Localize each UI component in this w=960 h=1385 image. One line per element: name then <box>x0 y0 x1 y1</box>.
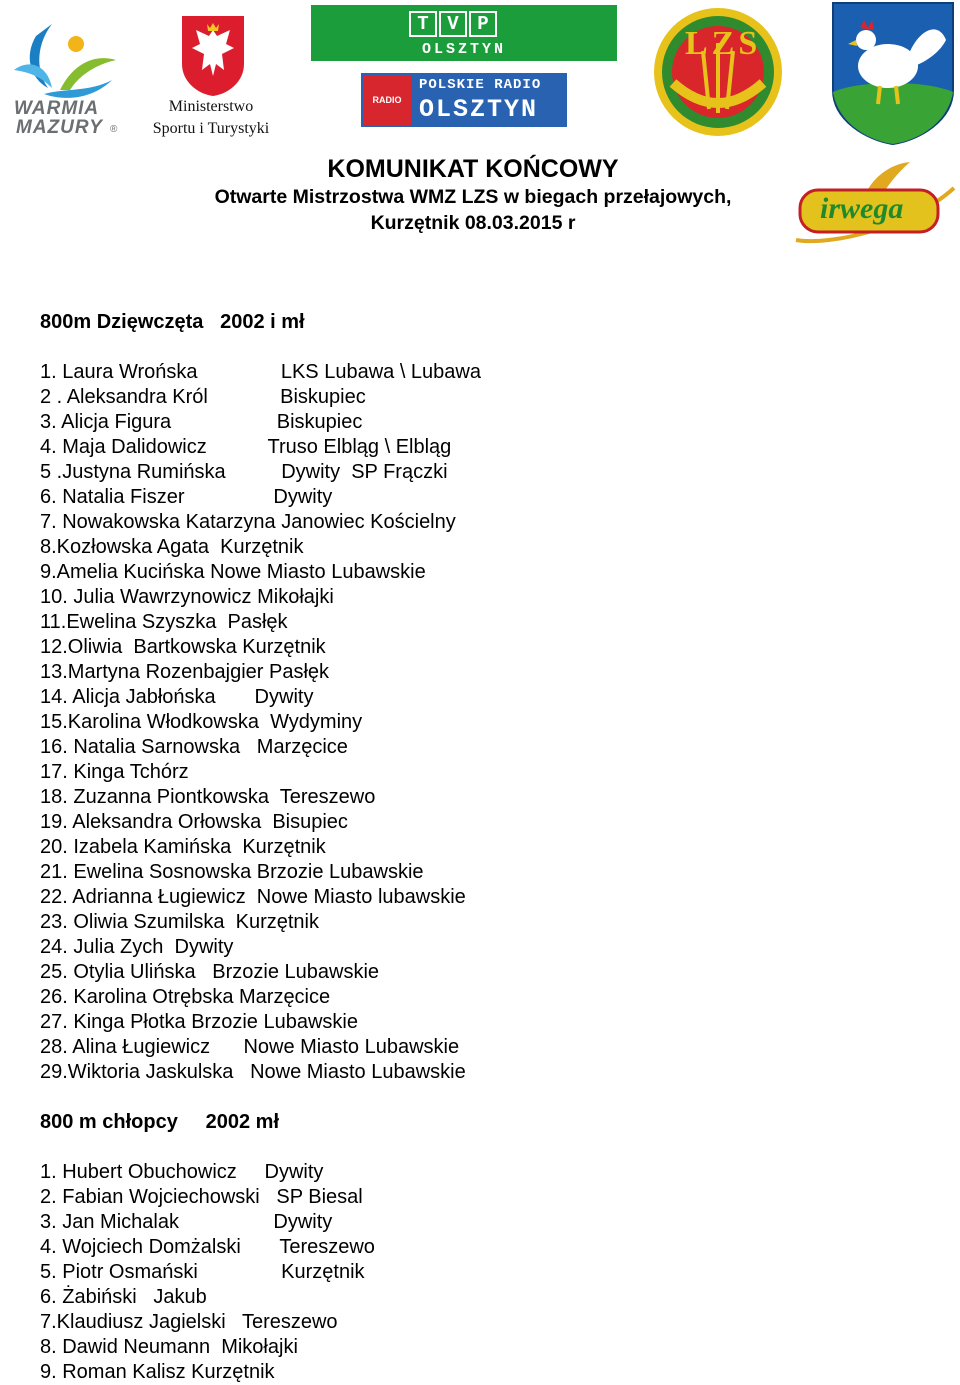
result-row: 11.Ewelina Szyszka Pasłęk <box>40 611 288 633</box>
document-header <box>0 154 960 236</box>
boys-results <box>40 1160 740 1385</box>
result-row: 5 .Justyna Rumińska Dywity SP Frączki <box>40 461 448 483</box>
result-row: 9. Roman Kalisz Kurzętnik <box>40 1361 275 1383</box>
result-row: 8. Dawid Neumann Mikołajki <box>40 1336 298 1358</box>
radio-badge: RADIO OLSZTYN <box>363 75 411 125</box>
result-row: 6. Żabiński Jakub <box>40 1286 207 1308</box>
result-row: 3. Alicja Figura Biskupiec <box>40 411 363 433</box>
result-row: 23. Oliwia Szumilska Kurzętnik <box>40 911 319 933</box>
tvp-olsztyn-logo <box>311 5 617 61</box>
lzs-logo <box>651 5 785 139</box>
result-row: 7. Nowakowska Katarzyna Janowiec Kościelny <box>40 511 456 533</box>
result-row: 1. Laura Wrońska LKS Lubawa \ Lubawa <box>40 361 481 383</box>
result-row: 2 . Aleksandra Król Biskupiec <box>40 386 366 408</box>
results-list <box>40 310 740 1385</box>
result-row: 24. Julia Zych Dywity <box>40 936 234 958</box>
ministry-line1: Ministerstwo <box>168 98 254 115</box>
warmia-mazury-logo <box>4 18 120 140</box>
result-row: 25. Otylia Ulińska Brzozie Lubawskie <box>40 961 380 983</box>
result-row: 4. Wojciech Domżalski Tereszewo <box>40 1236 375 1258</box>
radio-line1: POLSKIE RADIO <box>419 77 542 93</box>
irwega-text: irwega <box>820 192 904 225</box>
result-row: 28. Alina Ługiewicz Nowe Miasto Lubawskie <box>40 1036 460 1058</box>
result-row: 5. Piotr Osmański Kurzętnik <box>40 1261 365 1283</box>
event-subtitle: Otwarte Mistrzostwa WMZ LZS w biegach przełajowych, <box>214 186 732 208</box>
girls-results <box>40 360 740 1085</box>
result-row: 7.Klaudiusz Jagielski Tereszewo <box>40 1311 338 1333</box>
tvp-letter: V <box>439 11 467 37</box>
rooster-coat-of-arms-icon <box>830 0 956 146</box>
result-row: 2. Fabian Wojciechowski SP Biesal <box>40 1186 363 1208</box>
section-heading-boys-800m: 800 m chłopcy 2002 mł <box>40 1111 280 1133</box>
result-row: 22. Adrianna Ługiewicz Nowe Miasto lubawskie <box>40 886 466 908</box>
tvp-city: OLSZTYN <box>421 41 506 58</box>
warmia-text: WARMIA <box>14 98 100 119</box>
ministry-sport-logo <box>143 10 279 140</box>
result-row: 4. Maja Dalidowicz Truso Elbląg \ Elbląg <box>40 436 452 458</box>
result-row: 29.Wiktoria Jaskulska Nowe Miasto Lubawskie <box>40 1061 466 1083</box>
polish-eagle-icon <box>180 14 246 98</box>
page-title: KOMUNIKAT KOŃCOWY <box>327 155 619 183</box>
result-row: 13.Martyna Rozenbajgier Pasłęk <box>40 661 330 683</box>
result-row: 26. Karolina Otrębska Marzęcice <box>40 986 331 1008</box>
result-row: 9.Amelia Kucińska Nowe Miasto Lubawskie <box>40 561 426 583</box>
result-row: 3. Jan Michalak Dywity <box>40 1211 333 1233</box>
result-row: 17. Kinga Tchórz <box>40 761 189 783</box>
ministry-line2: Sportu i Turystyki <box>152 120 270 137</box>
event-date: Kurzętnik 08.03.2015 r <box>370 212 576 234</box>
radio-line2: OLSZTYN <box>419 95 539 124</box>
lzs-text: LZS <box>685 25 762 62</box>
result-row: 19. Aleksandra Orłowska Bisupiec <box>40 811 348 833</box>
result-row: 10. Julia Wawrzynowicz Mikołajki <box>40 586 334 608</box>
tvp-letter: T <box>409 11 437 37</box>
registered-mark: ® <box>110 124 118 135</box>
mazury-text: MAZURY <box>16 117 103 138</box>
rooster-coat-of-arms <box>830 0 956 146</box>
result-row: 21. Ewelina Sosnowska Brzozie Lubawskie <box>40 861 424 883</box>
result-row: 14. Alicja Jabłońska Dywity <box>40 686 314 708</box>
result-row: 20. Izabela Kamińska Kurzętnik <box>40 836 326 858</box>
section-heading-girls-800m: 800m Dzięwczęta 2002 i mł <box>40 311 305 333</box>
result-row: 16. Natalia Sarnowska Marzęcice <box>40 736 348 758</box>
tvp-letters <box>409 11 497 37</box>
result-row: 8.Kozłowska Agata Kurzętnik <box>40 536 304 558</box>
result-row: 18. Zuzanna Piontkowska Tereszewo <box>40 786 376 808</box>
result-row: 15.Karolina Włodkowska Wydyminy <box>40 711 363 733</box>
result-row: 1. Hubert Obuchowicz Dywity <box>40 1161 324 1183</box>
result-row: 12.Oliwia Bartkowska Kurzętnik <box>40 636 326 658</box>
polskie-radio-olsztyn-logo <box>361 73 567 155</box>
result-row: 27. Kinga Płotka Brzozie Lubawskie <box>40 1011 358 1033</box>
tvp-letter: P <box>469 11 497 37</box>
result-row: 6. Natalia Fiszer Dywity <box>40 486 333 508</box>
